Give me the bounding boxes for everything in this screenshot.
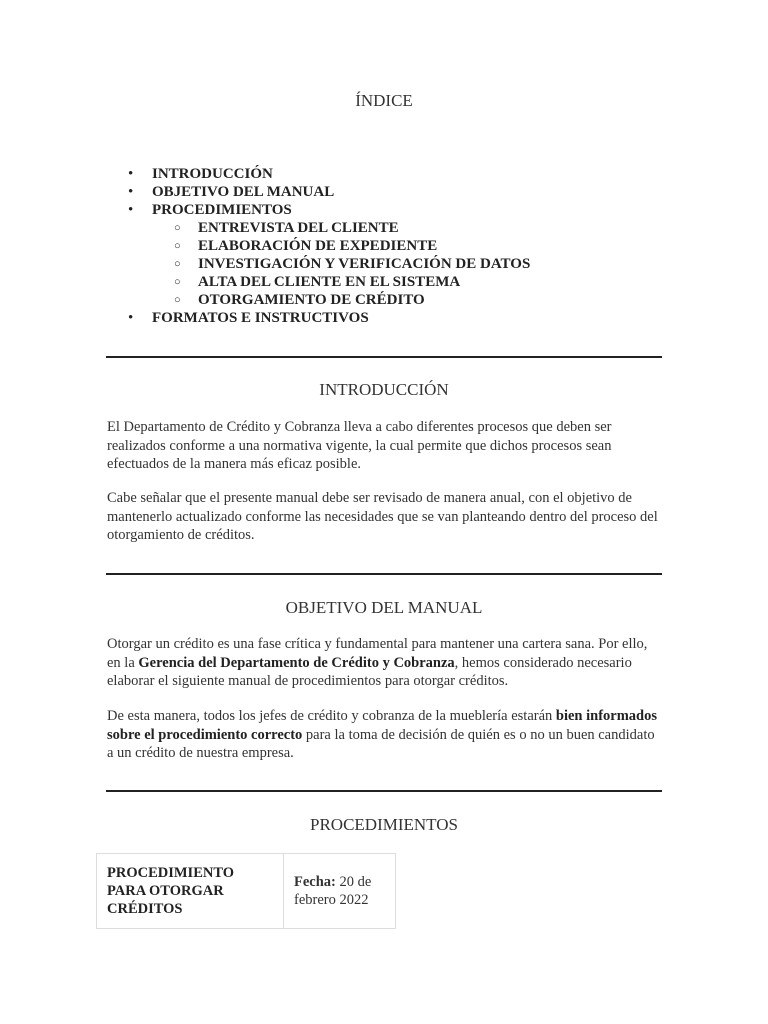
text-run: , hemos considerado necesario elaborar el siguiente manual de procedimientos para otorgar créditos. (107, 654, 632, 689)
divider (106, 790, 662, 792)
intro-title: INTRODUCCIÓN (319, 380, 449, 399)
table-row (97, 854, 396, 929)
toc-subitem-otorgamiento[interactable] (152, 291, 530, 309)
divider (106, 573, 662, 575)
toc-item-label: FORMATOS E INSTRUCTIVOS (152, 310, 369, 326)
procedure-table (96, 853, 396, 929)
procedure-date-cell (284, 854, 396, 929)
procedures-title: PROCEDIMIENTOS (310, 815, 458, 834)
toc-subitem-entrevista[interactable] (152, 219, 530, 237)
toc-item-formatos[interactable] (106, 309, 530, 327)
objective-paragraph-1 (107, 635, 663, 691)
text-run: Otorgar un crédito es una fase crítica y fundamental para mantener una cartera sana. Por ello, en la (107, 636, 648, 671)
objective-title: OBJETIVO DEL MANUAL (285, 598, 483, 617)
date-label: Fecha: (294, 874, 336, 890)
toc-item-introduccion[interactable] (106, 165, 530, 183)
toc-item-procedimientos[interactable] (106, 201, 530, 309)
bold-text: Gerencia del Departamento de Crédito y Cobranza (138, 654, 455, 671)
toc-subitem-label: ENTREVISTA DEL CLIENTE (198, 220, 399, 236)
table-of-contents (106, 165, 530, 327)
toc-subitem-label: INVESTIGACIÓN Y VERIFICACIÓN DE DATOS (198, 256, 531, 272)
toc-subitem-label: OTORGAMIENTO DE CRÉDITO (198, 292, 425, 308)
toc-item-objetivo[interactable] (106, 183, 530, 201)
toc-item-label: OBJETIVO DEL MANUAL (152, 184, 335, 200)
toc-subitem-label: ALTA DEL CLIENTE EN EL SISTEMA (198, 274, 461, 290)
toc-subitem-expediente[interactable] (152, 237, 530, 255)
procedure-name-cell: PROCEDIMIENTO PARA OTORGAR CRÉDITOS (97, 854, 284, 929)
toc-subitem-investigacion[interactable] (152, 255, 530, 273)
toc-subitem-alta[interactable] (152, 273, 530, 291)
text-run: De esta manera, todos los jefes de crédito y cobranza de la mueblería estarán (107, 708, 556, 724)
toc-item-label: INTRODUCCIÓN (152, 166, 273, 182)
date-value: 20 de febrero 2022 (294, 874, 372, 908)
toc-subitem-label: ELABORACIÓN DE EXPEDIENTE (198, 238, 438, 254)
intro-paragraph-2: Cabe señalar que el presente manual debe ser revisado de manera anual, con el objetivo de mantenerlo actualizado conforme las necesidades que se van planteando dentro del proceso del otorgamiento de créditos. (107, 490, 658, 543)
toc-item-label: PROCEDIMIENTOS (152, 202, 292, 218)
objective-paragraph-2 (107, 707, 663, 763)
intro-paragraph-1: El Departamento de Crédito y Cobranza lleva a cabo diferentes procesos que deben ser realizados conforme a una normativa vigente, la cual permite que dichos procesos sean efectuados de la manera más eficaz posible. (107, 419, 612, 472)
divider (106, 356, 662, 358)
bold-text: bien informados sobre el procedimiento correcto (107, 708, 658, 743)
text-run: para la toma de decisión de quién es o no un buen candidato a un crédito de nuestra empresa. (107, 726, 655, 761)
index-title: ÍNDICE (355, 91, 413, 110)
toc-subitems (152, 219, 530, 309)
